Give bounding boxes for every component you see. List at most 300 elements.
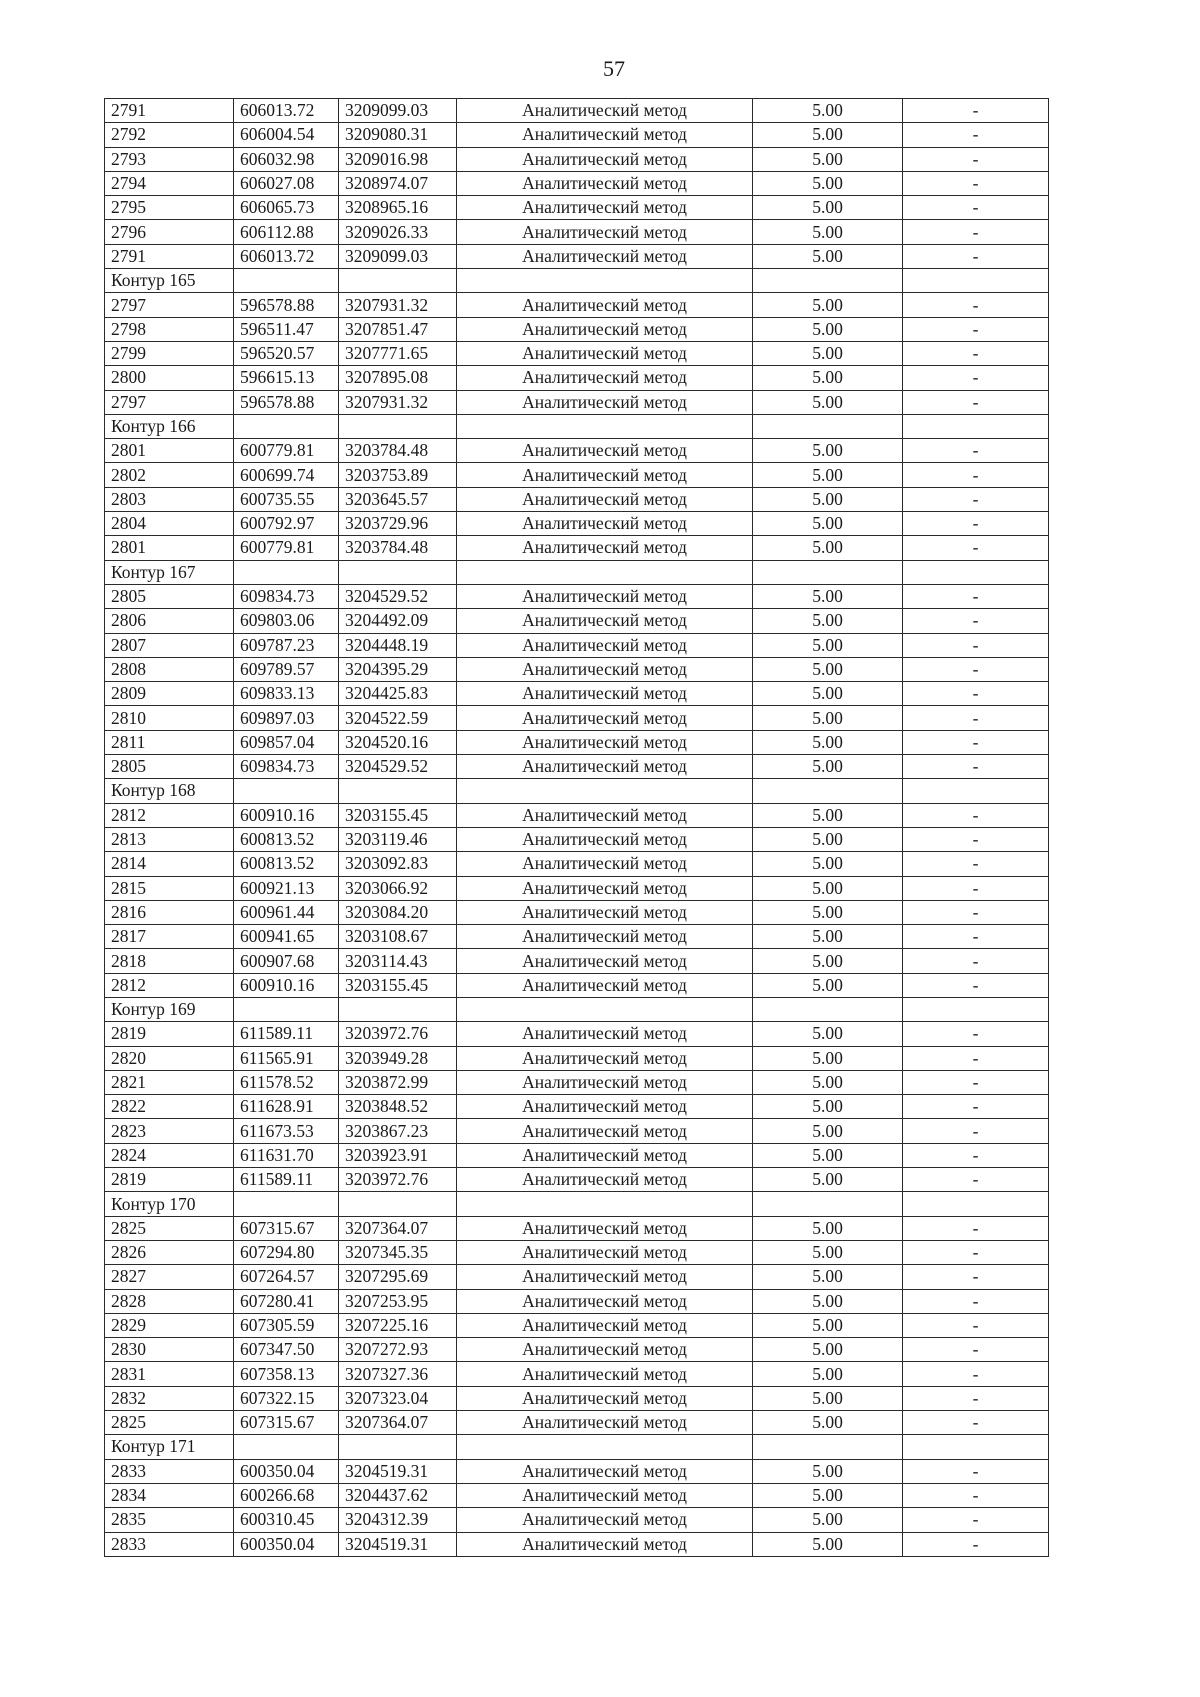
table-row bbox=[105, 1095, 1049, 1119]
error-cell: 5.00 bbox=[753, 244, 903, 268]
x-coordinate-cell: 606032.98 bbox=[234, 147, 339, 171]
point-id-cell: 2824 bbox=[105, 1143, 234, 1167]
method-cell: Аналитический метод bbox=[457, 755, 753, 779]
empty-cell bbox=[339, 997, 457, 1021]
empty-cell bbox=[234, 1192, 339, 1216]
note-cell: - bbox=[903, 1508, 1049, 1532]
error-cell: 5.00 bbox=[753, 1411, 903, 1435]
method-cell: Аналитический метод bbox=[457, 244, 753, 268]
y-coordinate-cell: 3203972.76 bbox=[339, 1168, 457, 1192]
method-cell: Аналитический метод bbox=[457, 949, 753, 973]
point-id-cell: 2813 bbox=[105, 827, 234, 851]
error-cell: 5.00 bbox=[753, 1070, 903, 1094]
method-cell: Аналитический метод bbox=[457, 536, 753, 560]
error-cell: 5.00 bbox=[753, 512, 903, 536]
y-coordinate-cell: 3203848.52 bbox=[339, 1095, 457, 1119]
table-row bbox=[105, 147, 1049, 171]
method-cell: Аналитический метод bbox=[457, 487, 753, 511]
method-cell: Аналитический метод bbox=[457, 512, 753, 536]
note-cell: - bbox=[903, 852, 1049, 876]
note-cell: - bbox=[903, 876, 1049, 900]
note-cell: - bbox=[903, 1532, 1049, 1556]
error-cell: 5.00 bbox=[753, 657, 903, 681]
x-coordinate-cell: 606013.72 bbox=[234, 99, 339, 123]
point-id-cell: 2816 bbox=[105, 900, 234, 924]
note-cell: - bbox=[903, 1265, 1049, 1289]
y-coordinate-cell: 3207253.95 bbox=[339, 1289, 457, 1313]
method-cell: Аналитический метод bbox=[457, 1313, 753, 1337]
x-coordinate-cell: 607358.13 bbox=[234, 1362, 339, 1386]
y-coordinate-cell: 3209026.33 bbox=[339, 220, 457, 244]
point-id-cell: 2807 bbox=[105, 633, 234, 657]
error-cell: 5.00 bbox=[753, 1386, 903, 1410]
x-coordinate-cell: 611589.11 bbox=[234, 1168, 339, 1192]
table-row bbox=[105, 1483, 1049, 1507]
method-cell: Аналитический метод bbox=[457, 1095, 753, 1119]
empty-cell bbox=[753, 1192, 903, 1216]
y-coordinate-cell: 3203949.28 bbox=[339, 1046, 457, 1070]
table-row bbox=[105, 1532, 1049, 1556]
table-row bbox=[105, 1022, 1049, 1046]
x-coordinate-cell: 600779.81 bbox=[234, 439, 339, 463]
contour-label: Контур 171 bbox=[105, 1435, 234, 1459]
point-id-cell: 2809 bbox=[105, 682, 234, 706]
y-coordinate-cell: 3203119.46 bbox=[339, 827, 457, 851]
y-coordinate-cell: 3204520.16 bbox=[339, 730, 457, 754]
x-coordinate-cell: 600779.81 bbox=[234, 536, 339, 560]
table-row bbox=[105, 1265, 1049, 1289]
y-coordinate-cell: 3204519.31 bbox=[339, 1532, 457, 1556]
empty-cell bbox=[457, 1192, 753, 1216]
y-coordinate-cell: 3204529.52 bbox=[339, 755, 457, 779]
error-cell: 5.00 bbox=[753, 1265, 903, 1289]
point-id-cell: 2822 bbox=[105, 1095, 234, 1119]
note-cell: - bbox=[903, 925, 1049, 949]
note-cell: - bbox=[903, 633, 1049, 657]
contour-header-row bbox=[105, 414, 1049, 438]
contour-header-row bbox=[105, 269, 1049, 293]
note-cell: - bbox=[903, 755, 1049, 779]
note-cell: - bbox=[903, 463, 1049, 487]
y-coordinate-cell: 3207364.07 bbox=[339, 1411, 457, 1435]
error-cell: 5.00 bbox=[753, 1046, 903, 1070]
table-row bbox=[105, 1119, 1049, 1143]
y-coordinate-cell: 3207895.08 bbox=[339, 366, 457, 390]
x-coordinate-cell: 611565.91 bbox=[234, 1046, 339, 1070]
method-cell: Аналитический метод bbox=[457, 220, 753, 244]
error-cell: 5.00 bbox=[753, 682, 903, 706]
empty-cell bbox=[753, 414, 903, 438]
x-coordinate-cell: 607294.80 bbox=[234, 1240, 339, 1264]
note-cell: - bbox=[903, 293, 1049, 317]
table-row bbox=[105, 1070, 1049, 1094]
y-coordinate-cell: 3204522.59 bbox=[339, 706, 457, 730]
point-id-cell: 2806 bbox=[105, 609, 234, 633]
table-row bbox=[105, 900, 1049, 924]
empty-cell bbox=[903, 997, 1049, 1021]
error-cell: 5.00 bbox=[753, 1338, 903, 1362]
table-row bbox=[105, 1362, 1049, 1386]
note-cell: - bbox=[903, 609, 1049, 633]
empty-cell bbox=[903, 1435, 1049, 1459]
point-id-cell: 2825 bbox=[105, 1411, 234, 1435]
y-coordinate-cell: 3207931.32 bbox=[339, 293, 457, 317]
error-cell: 5.00 bbox=[753, 973, 903, 997]
method-cell: Аналитический метод bbox=[457, 317, 753, 341]
empty-cell bbox=[753, 997, 903, 1021]
y-coordinate-cell: 3207323.04 bbox=[339, 1386, 457, 1410]
point-id-cell: 2799 bbox=[105, 341, 234, 365]
table-row bbox=[105, 1411, 1049, 1435]
note-cell: - bbox=[903, 1459, 1049, 1483]
x-coordinate-cell: 596615.13 bbox=[234, 366, 339, 390]
y-coordinate-cell: 3203092.83 bbox=[339, 852, 457, 876]
note-cell: - bbox=[903, 1411, 1049, 1435]
point-id-cell: 2796 bbox=[105, 220, 234, 244]
empty-cell bbox=[234, 560, 339, 584]
x-coordinate-cell: 606112.88 bbox=[234, 220, 339, 244]
note-cell: - bbox=[903, 439, 1049, 463]
y-coordinate-cell: 3204529.52 bbox=[339, 584, 457, 608]
point-id-cell: 2829 bbox=[105, 1313, 234, 1337]
contour-header-row bbox=[105, 1435, 1049, 1459]
point-id-cell: 2801 bbox=[105, 536, 234, 560]
table-row bbox=[105, 1168, 1049, 1192]
error-cell: 5.00 bbox=[753, 293, 903, 317]
table-row bbox=[105, 755, 1049, 779]
x-coordinate-cell: 600699.74 bbox=[234, 463, 339, 487]
point-id-cell: 2818 bbox=[105, 949, 234, 973]
error-cell: 5.00 bbox=[753, 536, 903, 560]
note-cell: - bbox=[903, 584, 1049, 608]
y-coordinate-cell: 3203108.67 bbox=[339, 925, 457, 949]
note-cell: - bbox=[903, 220, 1049, 244]
table-row bbox=[105, 1338, 1049, 1362]
table-row bbox=[105, 633, 1049, 657]
error-cell: 5.00 bbox=[753, 147, 903, 171]
x-coordinate-cell: 600961.44 bbox=[234, 900, 339, 924]
error-cell: 5.00 bbox=[753, 900, 903, 924]
error-cell: 5.00 bbox=[753, 1119, 903, 1143]
method-cell: Аналитический метод bbox=[457, 682, 753, 706]
x-coordinate-cell: 609803.06 bbox=[234, 609, 339, 633]
y-coordinate-cell: 3207225.16 bbox=[339, 1313, 457, 1337]
point-id-cell: 2817 bbox=[105, 925, 234, 949]
contour-header-row bbox=[105, 560, 1049, 584]
table-row bbox=[105, 487, 1049, 511]
method-cell: Аналитический метод bbox=[457, 973, 753, 997]
method-cell: Аналитический метод bbox=[457, 1216, 753, 1240]
point-id-cell: 2830 bbox=[105, 1338, 234, 1362]
y-coordinate-cell: 3207931.32 bbox=[339, 390, 457, 414]
x-coordinate-cell: 607264.57 bbox=[234, 1265, 339, 1289]
x-coordinate-cell: 607280.41 bbox=[234, 1289, 339, 1313]
x-coordinate-cell: 606027.08 bbox=[234, 171, 339, 195]
x-coordinate-cell: 600910.16 bbox=[234, 803, 339, 827]
error-cell: 5.00 bbox=[753, 925, 903, 949]
y-coordinate-cell: 3209080.31 bbox=[339, 123, 457, 147]
empty-cell bbox=[339, 414, 457, 438]
empty-cell bbox=[339, 560, 457, 584]
y-coordinate-cell: 3209016.98 bbox=[339, 147, 457, 171]
x-coordinate-cell: 606065.73 bbox=[234, 196, 339, 220]
table-row bbox=[105, 1313, 1049, 1337]
note-cell: - bbox=[903, 1240, 1049, 1264]
error-cell: 5.00 bbox=[753, 1483, 903, 1507]
x-coordinate-cell: 600350.04 bbox=[234, 1532, 339, 1556]
empty-cell bbox=[234, 269, 339, 293]
method-cell: Аналитический метод bbox=[457, 633, 753, 657]
note-cell: - bbox=[903, 512, 1049, 536]
empty-cell bbox=[903, 269, 1049, 293]
x-coordinate-cell: 609897.03 bbox=[234, 706, 339, 730]
note-cell: - bbox=[903, 99, 1049, 123]
table-row bbox=[105, 1508, 1049, 1532]
error-cell: 5.00 bbox=[753, 1459, 903, 1483]
point-id-cell: 2835 bbox=[105, 1508, 234, 1532]
y-coordinate-cell: 3207851.47 bbox=[339, 317, 457, 341]
note-cell: - bbox=[903, 1095, 1049, 1119]
table-row bbox=[105, 584, 1049, 608]
method-cell: Аналитический метод bbox=[457, 293, 753, 317]
error-cell: 5.00 bbox=[753, 171, 903, 195]
note-cell: - bbox=[903, 803, 1049, 827]
method-cell: Аналитический метод bbox=[457, 1532, 753, 1556]
table-row bbox=[105, 925, 1049, 949]
method-cell: Аналитический метод bbox=[457, 439, 753, 463]
table-row bbox=[105, 1143, 1049, 1167]
error-cell: 5.00 bbox=[753, 1095, 903, 1119]
table-row bbox=[105, 99, 1049, 123]
method-cell: Аналитический метод bbox=[457, 99, 753, 123]
note-cell: - bbox=[903, 1483, 1049, 1507]
point-id-cell: 2826 bbox=[105, 1240, 234, 1264]
error-cell: 5.00 bbox=[753, 390, 903, 414]
x-coordinate-cell: 596578.88 bbox=[234, 293, 339, 317]
empty-cell bbox=[753, 269, 903, 293]
error-cell: 5.00 bbox=[753, 876, 903, 900]
error-cell: 5.00 bbox=[753, 99, 903, 123]
error-cell: 5.00 bbox=[753, 317, 903, 341]
note-cell: - bbox=[903, 147, 1049, 171]
contour-label: Контур 165 bbox=[105, 269, 234, 293]
y-coordinate-cell: 3208974.07 bbox=[339, 171, 457, 195]
empty-cell bbox=[903, 779, 1049, 803]
x-coordinate-cell: 600813.52 bbox=[234, 852, 339, 876]
empty-cell bbox=[753, 560, 903, 584]
contour-header-row bbox=[105, 997, 1049, 1021]
y-coordinate-cell: 3203729.96 bbox=[339, 512, 457, 536]
error-cell: 5.00 bbox=[753, 123, 903, 147]
x-coordinate-cell: 600350.04 bbox=[234, 1459, 339, 1483]
point-id-cell: 2810 bbox=[105, 706, 234, 730]
y-coordinate-cell: 3203784.48 bbox=[339, 536, 457, 560]
point-id-cell: 2828 bbox=[105, 1289, 234, 1313]
point-id-cell: 2825 bbox=[105, 1216, 234, 1240]
y-coordinate-cell: 3207345.35 bbox=[339, 1240, 457, 1264]
note-cell: - bbox=[903, 730, 1049, 754]
x-coordinate-cell: 600813.52 bbox=[234, 827, 339, 851]
table-row bbox=[105, 196, 1049, 220]
note-cell: - bbox=[903, 827, 1049, 851]
point-id-cell: 2820 bbox=[105, 1046, 234, 1070]
error-cell: 5.00 bbox=[753, 1313, 903, 1337]
empty-cell bbox=[457, 269, 753, 293]
method-cell: Аналитический метод bbox=[457, 706, 753, 730]
y-coordinate-cell: 3203645.57 bbox=[339, 487, 457, 511]
empty-cell bbox=[234, 414, 339, 438]
method-cell: Аналитический метод bbox=[457, 1046, 753, 1070]
error-cell: 5.00 bbox=[753, 609, 903, 633]
y-coordinate-cell: 3204437.62 bbox=[339, 1483, 457, 1507]
table-row bbox=[105, 317, 1049, 341]
table-row bbox=[105, 293, 1049, 317]
error-cell: 5.00 bbox=[753, 706, 903, 730]
y-coordinate-cell: 3203784.48 bbox=[339, 439, 457, 463]
method-cell: Аналитический метод bbox=[457, 852, 753, 876]
empty-cell bbox=[457, 779, 753, 803]
method-cell: Аналитический метод bbox=[457, 657, 753, 681]
note-cell: - bbox=[903, 682, 1049, 706]
x-coordinate-cell: 600941.65 bbox=[234, 925, 339, 949]
method-cell: Аналитический метод bbox=[457, 1289, 753, 1313]
method-cell: Аналитический метод bbox=[457, 900, 753, 924]
note-cell: - bbox=[903, 536, 1049, 560]
method-cell: Аналитический метод bbox=[457, 196, 753, 220]
error-cell: 5.00 bbox=[753, 1362, 903, 1386]
table-row bbox=[105, 366, 1049, 390]
note-cell: - bbox=[903, 1046, 1049, 1070]
empty-cell bbox=[903, 560, 1049, 584]
method-cell: Аналитический метод bbox=[457, 584, 753, 608]
method-cell: Аналитический метод bbox=[457, 390, 753, 414]
note-cell: - bbox=[903, 1070, 1049, 1094]
note-cell: - bbox=[903, 1313, 1049, 1337]
error-cell: 5.00 bbox=[753, 341, 903, 365]
contour-header-row bbox=[105, 779, 1049, 803]
method-cell: Аналитический метод bbox=[457, 1508, 753, 1532]
y-coordinate-cell: 3204448.19 bbox=[339, 633, 457, 657]
coordinates-table bbox=[104, 98, 1049, 1557]
y-coordinate-cell: 3207272.93 bbox=[339, 1338, 457, 1362]
point-id-cell: 2834 bbox=[105, 1483, 234, 1507]
x-coordinate-cell: 611589.11 bbox=[234, 1022, 339, 1046]
error-cell: 5.00 bbox=[753, 827, 903, 851]
note-cell: - bbox=[903, 1362, 1049, 1386]
point-id-cell: 2791 bbox=[105, 244, 234, 268]
x-coordinate-cell: 611578.52 bbox=[234, 1070, 339, 1094]
empty-cell bbox=[339, 269, 457, 293]
x-coordinate-cell: 609787.23 bbox=[234, 633, 339, 657]
point-id-cell: 2831 bbox=[105, 1362, 234, 1386]
method-cell: Аналитический метод bbox=[457, 827, 753, 851]
x-coordinate-cell: 600910.16 bbox=[234, 973, 339, 997]
y-coordinate-cell: 3203972.76 bbox=[339, 1022, 457, 1046]
y-coordinate-cell: 3207295.69 bbox=[339, 1265, 457, 1289]
y-coordinate-cell: 3203114.43 bbox=[339, 949, 457, 973]
table-row bbox=[105, 536, 1049, 560]
note-cell: - bbox=[903, 973, 1049, 997]
error-cell: 5.00 bbox=[753, 755, 903, 779]
note-cell: - bbox=[903, 1338, 1049, 1362]
note-cell: - bbox=[903, 171, 1049, 195]
point-id-cell: 2827 bbox=[105, 1265, 234, 1289]
point-id-cell: 2812 bbox=[105, 973, 234, 997]
point-id-cell: 2793 bbox=[105, 147, 234, 171]
note-cell: - bbox=[903, 1119, 1049, 1143]
y-coordinate-cell: 3207327.36 bbox=[339, 1362, 457, 1386]
method-cell: Аналитический метод bbox=[457, 1338, 753, 1362]
error-cell: 5.00 bbox=[753, 949, 903, 973]
method-cell: Аналитический метод bbox=[457, 1411, 753, 1435]
method-cell: Аналитический метод bbox=[457, 366, 753, 390]
error-cell: 5.00 bbox=[753, 487, 903, 511]
method-cell: Аналитический метод bbox=[457, 1143, 753, 1167]
empty-cell bbox=[339, 1435, 457, 1459]
y-coordinate-cell: 3203923.91 bbox=[339, 1143, 457, 1167]
note-cell: - bbox=[903, 390, 1049, 414]
page-number: 57 bbox=[603, 56, 625, 81]
table-row bbox=[105, 1289, 1049, 1313]
table-row bbox=[105, 463, 1049, 487]
note-cell: - bbox=[903, 949, 1049, 973]
x-coordinate-cell: 611673.53 bbox=[234, 1119, 339, 1143]
table-row bbox=[105, 682, 1049, 706]
y-coordinate-cell: 3204425.83 bbox=[339, 682, 457, 706]
table-row bbox=[105, 1046, 1049, 1070]
table-row bbox=[105, 657, 1049, 681]
error-cell: 5.00 bbox=[753, 584, 903, 608]
contour-label: Контур 168 bbox=[105, 779, 234, 803]
table-row bbox=[105, 1216, 1049, 1240]
error-cell: 5.00 bbox=[753, 803, 903, 827]
point-id-cell: 2815 bbox=[105, 876, 234, 900]
point-id-cell: 2805 bbox=[105, 584, 234, 608]
y-coordinate-cell: 3203753.89 bbox=[339, 463, 457, 487]
note-cell: - bbox=[903, 657, 1049, 681]
y-coordinate-cell: 3208965.16 bbox=[339, 196, 457, 220]
point-id-cell: 2800 bbox=[105, 366, 234, 390]
note-cell: - bbox=[903, 366, 1049, 390]
method-cell: Аналитический метод bbox=[457, 609, 753, 633]
point-id-cell: 2803 bbox=[105, 487, 234, 511]
empty-cell bbox=[234, 1435, 339, 1459]
error-cell: 5.00 bbox=[753, 366, 903, 390]
point-id-cell: 2814 bbox=[105, 852, 234, 876]
empty-cell bbox=[457, 1435, 753, 1459]
empty-cell bbox=[234, 779, 339, 803]
empty-cell bbox=[339, 779, 457, 803]
x-coordinate-cell: 600907.68 bbox=[234, 949, 339, 973]
x-coordinate-cell: 611631.70 bbox=[234, 1143, 339, 1167]
method-cell: Аналитический метод bbox=[457, 123, 753, 147]
point-id-cell: 2819 bbox=[105, 1168, 234, 1192]
y-coordinate-cell: 3204519.31 bbox=[339, 1459, 457, 1483]
table-row bbox=[105, 876, 1049, 900]
point-id-cell: 2805 bbox=[105, 755, 234, 779]
note-cell: - bbox=[903, 1216, 1049, 1240]
x-coordinate-cell: 607322.15 bbox=[234, 1386, 339, 1410]
point-id-cell: 2808 bbox=[105, 657, 234, 681]
method-cell: Аналитический метод bbox=[457, 1070, 753, 1094]
error-cell: 5.00 bbox=[753, 1508, 903, 1532]
method-cell: Аналитический метод bbox=[457, 1265, 753, 1289]
contour-label: Контур 170 bbox=[105, 1192, 234, 1216]
point-id-cell: 2794 bbox=[105, 171, 234, 195]
x-coordinate-cell: 607347.50 bbox=[234, 1338, 339, 1362]
table-row bbox=[105, 803, 1049, 827]
note-cell: - bbox=[903, 1022, 1049, 1046]
